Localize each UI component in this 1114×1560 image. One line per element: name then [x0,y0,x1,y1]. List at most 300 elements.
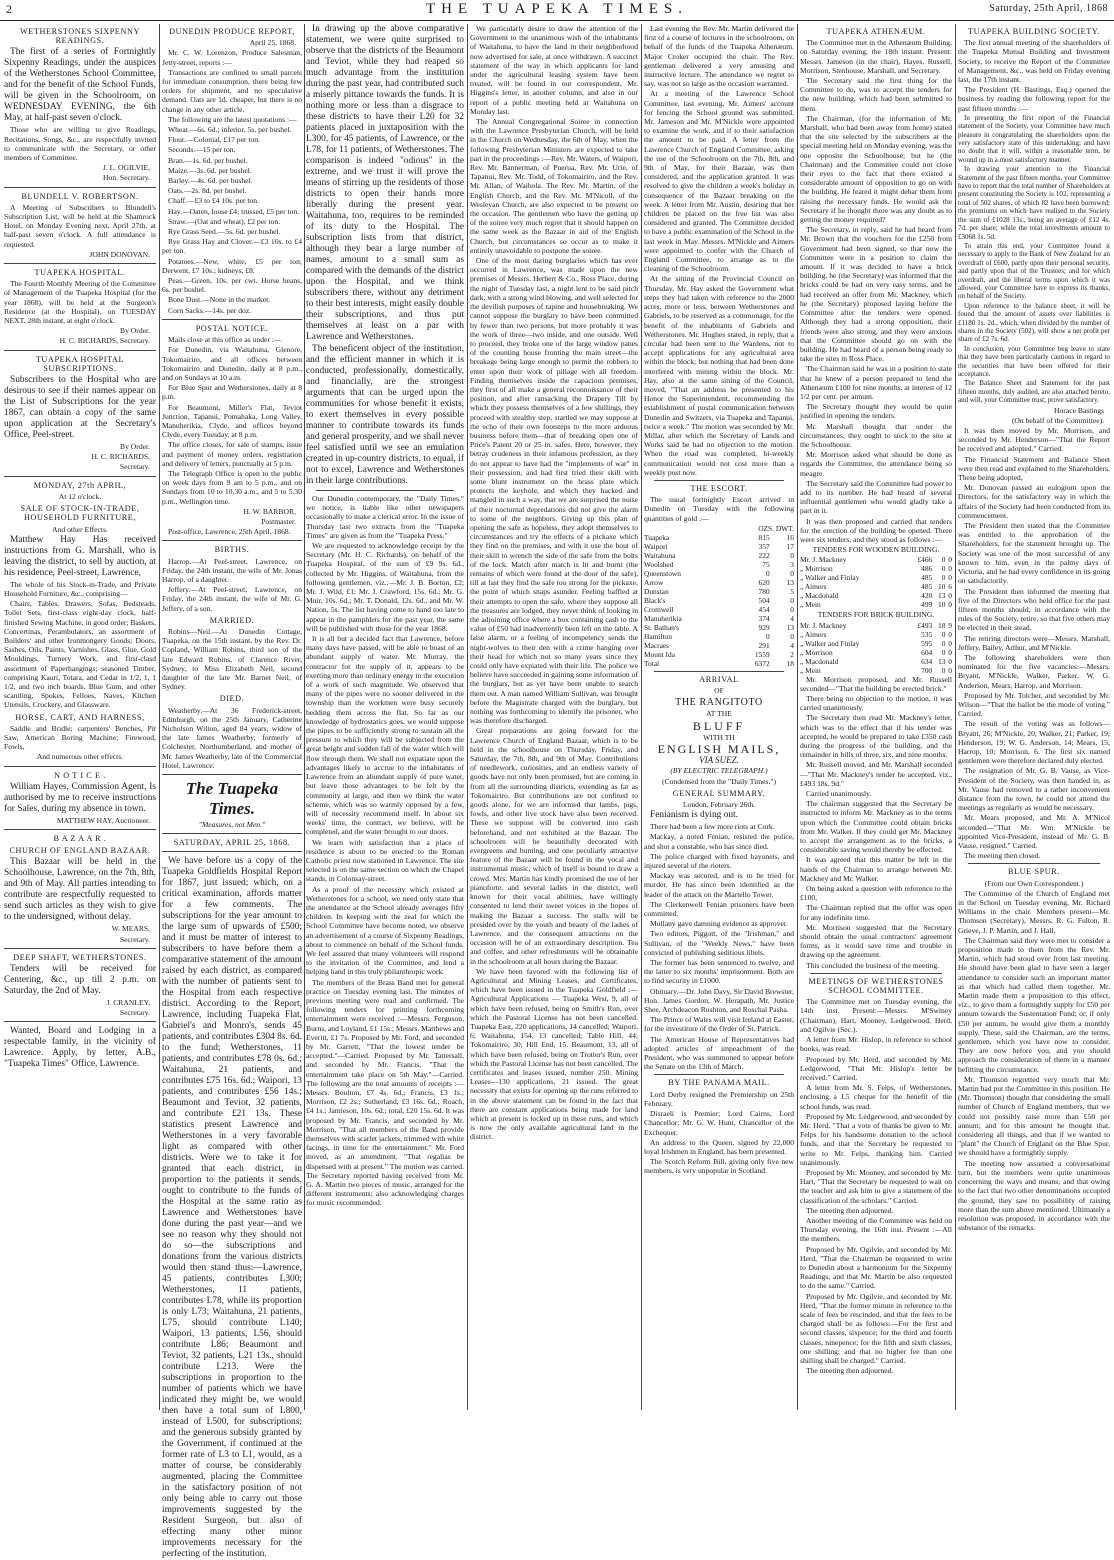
arrival-telegraph: (BY ELECTRIC TELEGRAPH.) [670,766,768,776]
column-2 [162,24,302,1560]
athenaeum-text: The Secretary thought they would be quite justified in opening the tenders. [800,402,952,421]
column-rule [304,24,305,1410]
produce-quote: Flour.—Colonial, £17 per ton. [168,135,260,145]
escort-row-cell: 454 [758,604,770,614]
brick-tender-row-cell: 0 [941,665,946,675]
sale-subheading: And other Effects. [52,524,108,534]
committee-text: Proposed by Mr. Herd, and seconded by Mr. Ledgerwood, "That Mr. Hislop's letter be received." Carried. [800,1054,952,1082]
column-rule [955,24,956,1410]
wooden-tender-row [800,600,952,609]
wooden-tender-row [800,573,952,582]
committee-text: The meeting then adjourned. [806,1366,894,1376]
signature: J. CRANLEY, [106,997,150,1007]
brick-tender-row-cell: 0 [948,665,952,675]
bazaar-text: This Bazaar will be held in the Schoolhouse, Lawrence, on the 7th, 8th, and 9th of May. All parties intending to contribute are respectfully requested to send such articles as they wish to give to the undersigned, without delay. [4,857,156,923]
heading-died: DIED. [219,694,245,704]
escort-row [644,569,794,578]
arrival-of: OF [714,685,724,695]
summary-item: Two editors, Piggott, of the "Irishman," and Sullivan, of the "Weekly News," have been convicted of publishing seditious libels. [644,929,794,957]
wooden-tender-row-cell: 0 [948,555,952,565]
athenaeum-text: The chairman suggested that the Secretary be instructed to inform Mr. Mackney as to the terms upon which the Committee could obtain bricks from Mr. Walker. If they could get Mr. Mackney to accept the arrangement as to the bricks, a considerable saving would thereby be effected. [800,799,952,855]
heading-escort: THE ESCORT. [690,483,748,493]
heading-blue-spur: BLUE SPUR. [1008,867,1060,877]
escort-row-cell: Tuapeka [644,532,670,542]
signature-title: (On behalf of the Committee). [1011,415,1104,425]
society-report: Upon reference to the balance sheet, it will be found that the amount of assets over liabilities is £1180 1s. 2d., which, when divided by the number of shares in the Society (502), will show a net profit per share of £2 7s. 6d. [958,301,1110,344]
wooden-tender-row-cell: 10 [938,582,946,592]
brick-tender-row [800,639,952,648]
sale-text-2: The whole of his Stock-in-Trade, and Private Household Furniture, &c., comprising— [4,579,156,598]
brick-tender-row [800,648,952,657]
brick-tenders-table [800,621,952,675]
editorial-continued: In drawing up the above comparative statement, we were quite surprised to observe that the districts of the Beaumont and Teviot, while they had reaped so much advantage from the institution during the past year, had contributed such a miserly pittance towards the funds. It is nothing more or less than a disgrace to these districts to have their L20 for 32 patients placed in juxtaposition with the L300, for 45 patients, of Lawrence, or the L78, for 11 patients, of Wetherstones. The comparison is indeed "odious" in the extreme, and we trust it will prove the means of stirring up the residents of those districts to open their hands more liberally during the present year. Waitahuna, too, requires to be reminded of its duty to the Hospital. The subscription lists from that district, although they bear a large number of names, amount to a small sum as compared with the demands of the district upon the Hospital, and we think subscribers there, without any detriment to their best interests, might easily double their subscriptions, and thus put themselves at least on a par with Lawrence and Wetherstones. [306,24,464,342]
signature: W. MEARS, [111,924,150,934]
society-text: The meeting then closed. [964,851,1041,861]
athenaeum-text: Mr. Morrison suggested that the Secretary should obtain the usual contractors' agreement forms, as it would save time and trouble in drawing up the agreement. [800,922,952,960]
wooden-tender-row [800,582,952,591]
wooden-tender-row-cell: „ Walker and Finlay [800,573,860,583]
sale-time: At 12 o'clock. [58,491,102,501]
heading-hospital: TUAPEKA HOSPITAL. [34,268,126,278]
athenaeum-text: Mr. Morrison asked what should be done as regards the Committee, the attendance being so meagre. [800,450,952,478]
brick-tender-row-cell: 13 [938,656,946,666]
produce-quote: Wheat.—6s. 6d.; inferior, 5s. per bushel. [168,125,292,135]
wooden-tender-row-cell: 6 [948,582,952,592]
news-item: It is all but a decided fact that Lawrence, before many days have passed, will be able to boast of an abundant supply of water. Mr. Murray, the contractor for the supply of it, appears to be exerting more than ordinary energy in the execution of a work of such magnitude. We observed that many of the pipes were no sooner delivered in the township than the workmen were busy securely bedding them across the flat. So far as our knowledge of hydrostatics goes, we would suppose the pipes to be sufficiently strong to sustain all the pressure to which they will be subjected from the great height and sudden fall of the water which will flow through them. We shall not expatiate upon the advantages likely to accrue to the inhabitants of Lawrence from an abundant supply of pure water, but leave those advantages to be felt by the community at large, and then we think the water scheme, which was so warmly opposed by a few, will of necessity recommend itself. In about six weeks' time, the contract, we believe, will be completed, and the water brought to our doors. [306,634,464,837]
produce-quote: Barley.—4s. 6d. per bushel. [168,176,253,186]
wooden-tender-row-cell: 10 [938,600,946,610]
escort-row-cell: 4 [790,640,794,650]
escort-row-cell: 357 [758,541,770,551]
produce-quote: Potatoes.—New, white, £5 per ton; Derwent, £7 10s.; kidneys, £8. [162,256,302,275]
escort-row-cell: 0 [790,604,794,614]
escort-total-row [644,659,794,668]
society-text: The President (H. Bastings, Esq.) opened the business by reading the following report for the past fifteen months :— [958,85,1110,113]
escort-row-cell: 0 [790,595,794,605]
heading-sale: SALE OF STOCK-IN-TRADE, HOUSEHOLD FURNITURE, [20,504,140,523]
athenaeum-text: The Chairman, (for the information of Mr. Marshall, who had been away from home) stated that the site selected by the subscribers at the special meeting held on Monday evening, was the one opposite the Schoolhouse; but he (the Chairman) and the Committee could not close their eyes to the fact that there existed a considerable amount of opposition to go on with the building. He feared it might debar them from raising the necessary funds. He would ask the Secretary if he thought there was any doubt as to getting the money required? [800,113,952,225]
arrival-english-mails: ENGLISH MAILS, [657,741,781,756]
subscriptions-notice: Subscribers to the Hospital who are desirous to see if their names appear on the List of Subscriptions for the year 1867, can obtain a copy of the same upon application at the Secretary's Office, Peel-street. [4,375,156,441]
blue-spur-text: The Chairman said they were met to consider a proposition made to them from the Rev. Mr. Martin, which had stood over from last meeting. He should have been glad to have seen a larger attendance to consider such an important matter as that which had called them together. Mr. Martin made them a proposition to this effect, viz., to give them a fortnightly supply for £50 per annum towards the Sustentation Fund; or, if only £50 per annum, he would give them a monthly supply. These, said the Chairman, are the terms, gentlemen, which you have now to consider. They are now before you, and you should approach the consideration of them in a manner befitting the circumstance. [958,935,1110,1074]
escort-total-label: Total [644,658,660,668]
news-item: As a proof of the necessity which existed at Wetherstones for a school, we need only state that the attendance at the School already averages fifty children. In keeping with the zeal for which the School Committee have become noted, we observe an advertisement of a course of Sixpenny Readings, about to commence on behalf of the School funds. We feel assured that many volunteers will respond to the invitation of the Committee, and lend a helping hand in this truly philanthropic work. [306,884,464,977]
heading-postal-notice: POSTAL NOTICE. [195,323,269,333]
news-item: Last evening the Rev. Mr. Martin delivered the first of a course of lectures in the schoolroom, on behalf of the funds of the Tuapeka Athenæum. Major Croker occupied the chair. The Rev. gentleman delivered a very amusing and instructive lecture. The attendance we regret to say, was not so large as the occasion warranted. [644,24,794,89]
brick-tender-row-cell: 604 [921,647,933,657]
sale-more: And numerous other effects. [36,752,124,762]
wooden-tenders-table [800,555,952,609]
hospital-notice: The Fourth Monthly Meeting of the Committee of Management of the Tuapeka Hospital (for the year 1868), will be held at the Surgeon's Residence (at the Hospital), on TUESDAY NEXT, 28th instant, at eight o'clock. [4,279,156,326]
summary-item: Mackay, a noted Fenian, resisted the police, and shot a constable, who has since died. [644,832,794,851]
escort-table [644,524,794,668]
wooden-tender-row [800,591,952,600]
society-report: The Balance Sheet and Statement for the past fifteen months, duly audited, are also attached hereto, and will, your Committee trust, prove satisfactory. [958,379,1110,405]
escort-row-cell: 5 [790,586,794,596]
produce-date: April 25, 1868. [249,38,296,48]
escort-row-cell: 13 [786,622,794,632]
heading-hospital-subscriptions: TUAPEKA HOSPITAL SUBSCRIPTIONS. [35,354,125,373]
wooden-tender-row-cell: 0 [941,555,946,565]
society-text: The following shareholders were then nominated for the five vacancies:—Messrs. Bryant, M'Nickle, Walker, Parker, W. G. Anderson, Mears, Harrop, and Morrison. [958,652,1110,690]
postal-text-2: For Dunedin, via Waitahuna, Glenore, Tokomairiro, and all offices between Tokomairiro and Dunedin, daily at 8 p.m., and on Sundays at 10 a.m. [162,345,302,382]
panama-item: The Scotch Reform Bill, giving only five new members, is very unpopular in Scotland. [644,1157,794,1176]
athenaeum-text: The Secretary said the Committee had power to add to its number. He had heard of several influential gentlemen who would gladly take a part in it. [800,478,952,516]
society-text: The President then stated that the Committee was entitled to the approbation of the Shareholders, for the statement brought up. The Society was one of the most successful of any known to him, even in the palmy days of Victoria, and he had every confidence in its going on satisfactorily. [958,521,1110,586]
produce-quote: Chaff.—£3 to £4 10s. per ton. [168,196,259,206]
signature-title: Postmaster. [261,516,296,526]
committee-text: A letter from Mr. S. Felps, of Wetherstones, enclosing a L5 cheque for the benefit of the school funds, was read. [800,1083,952,1111]
postal-text-5: The office closes, for sale of stamps, issue and payment of money orders, registration and delivery of letters, punctually at 5 p.m. [162,440,302,468]
wooden-tender-row-cell: „ Morrison [800,564,833,574]
column-4 [470,24,638,1410]
escort-row [644,560,794,569]
birth-notice: Harrop.—At Peel-street, Lawrence, on Friday, the 24th instant, the wife of Mr. Jonas Harrop, of a daughter. [162,556,302,584]
committee-text: A letter from Mr. Hislop, in reference to school books, was read. [800,1035,952,1054]
escort-row-cell: 4 [790,613,794,623]
dateline: SATURDAY, APRIL 25, 1868. [173,838,291,848]
column-rule [641,24,642,1410]
news-item: Great preparations are going forward for the Lawrence Church of England Bazaar, which is to be held in the schoolhouse on Thursday, Friday, and Saturday, the 7th, 8th, and 9th of May. Contributions of needlework, curiosities, and an endless variety of goods have not only been promised, but are coming in from all the surrounding districts, extending as far as Tokomairiro. But contributions are not confined to goods alone, for we are informed that lambs, pigs, fowls, and other live stock have also been received. These we suppose will be converted into cash beforehand, and not exhibited at the Bazaar. The schoolroom will be beautifully decorated with evergreens and bunting, and one peculiarly attractive feature of the Bazaar will be found in the vocal and instrumental music, which of itself is bound to draw a crowd. Mrs. Martin has kindly promised the use of her pianoforte, and several ladies in the district, well known for their vocal abilities, have willingly consented to lend their sweet voices in the hopes of making the Bazaar a success. The stalls will be presided over by the youth and beauty of the ladies of Lawrence, and the consequent attractions on the occasion will be of an extraordinary description. Tea and coffee, and other refreshments will be obtainable in the schoolroom at all hours during the Bazaar. [470,726,638,966]
wooden-tender-row-cell: 0 [948,591,952,601]
brick-tender-row [800,630,952,639]
heading-building-society: TUAPEKA BUILDING SOCIETY. [968,27,1100,36]
postal-text-3: For Blue Spur and Wetherstones, daily at 8 p.m. [162,383,302,402]
escort-row [644,542,794,551]
column-5 [644,24,794,1410]
heading-blundell: BLUNDELL V. ROBERTSON. [21,191,139,201]
escort-row-cell: Queenstown [644,568,681,578]
society-report: In presenting the first report of the Financial statement of the Society, your Committee have much pleasure in congratulating the shareholders upon the very satisfactory state of this undertaking; and have no doubt that it will, within a reasonable term, be wound up in a most satisfactory manner. [958,113,1110,164]
brick-tender-row-cell: 0 [948,647,952,657]
wooden-tender-row-cell: „ Macdonald [800,591,839,601]
escort-row-cell: 2 [790,649,794,659]
escort-table-header: OZS. DWT. [758,523,794,533]
issue-date: Saturday, 25th April, 1868 [989,3,1108,14]
athenaeum-text: Mr. Marshall thought that under the circumstances, they ought to stick to the site at the Schoolhouse. [800,421,952,449]
escort-row-cell: 75 [762,559,770,569]
society-text: Mr. Mears proposed, and Mr. A. M'Nicol seconded—"That Mr. Wm. M'Nickle be appointed Vice-President, instead of Mr. G. B. Vause, resigned." Carried. [958,813,1110,850]
escort-row-cell: Mount Ida [644,649,675,659]
escort-row-cell: 0 [790,568,794,578]
heading-sixpenny-readings: WETHERSTONES SIXPENNY READINGS. [19,27,141,46]
news-item: We are requested to acknowledge receipt by the Secretary (Mr. H. C. Richards), on behalf of the Tuapeka Hospital, of the sum of £9 9s. 6d., collected by Mr. Higgins, of Waitahuna, from the following gentlemen, viz.:—Mr. J. B. Borton, £2; Mr. J. Wild, £1; Mr. J. Crawford, 15s. 6d.; Mr. G. Muir, 10s. 6d.; Mr. T. Donald, 12s. 6d., and Mr. W. Nation, 5s. The list having come to hand too late to appear in the pamphlets for the past year, the same will be published with those for the year 1868. [306,541,464,633]
athenaeum-text: There being no objection to the motion, it was carried unanimously. [800,693,952,713]
brick-tender-row-cell: „ Morrison [800,647,833,657]
page-number: 2 [6,2,12,16]
column-7 [958,24,1110,1410]
committee-text: Proposed by Mr. Mooney, and seconded by Mr. Hart, "That the Secretary be requested to wait on the teacher and ask him to give a statement of the classification of the scholars." Carried. [800,1167,952,1205]
brick-tender-row-cell: „ Macdonald [800,656,839,666]
birth-notice-2: Jeffery.—At Peel-street, Lawrence, on Friday, the 24th instant, the wife of Mr. G. Jeffery, of a son. [162,585,302,613]
escort-row-cell: Dunstan [644,586,669,596]
produce-text-2: The following are the latest quotations :— [168,114,297,124]
brick-tender-row [800,621,952,630]
escort-row-cell: 16 [786,532,794,542]
escort-row-cell: 0 [790,631,794,641]
column-3 [306,24,464,1410]
arrival-condensed: (Condensed from the "Daily Times.") [662,776,776,786]
produce-quote: Rye Grass Hay and Clover.—£3 10s. to £4 per ton. [162,237,302,256]
column-rule [467,24,468,1410]
athenaeum-text: This concluded the business of the meeting. [806,960,940,970]
produce-quote: Hay.—Oaten, loose £4; trussed, £5 per ton. [168,206,300,216]
society-text: It was then moved by Mr. Morrison, and seconded by Mr. Henderson—"That the Report be received and adopted." Carried. [958,426,1110,454]
escort-text: The usual fortnightly Escort arrived in Dunedin on Tuesday with the following quantities of gold :— [644,495,794,523]
sale-items: Chairs, Tables, Drawers, Sofas, Bedsteads, Toilet Sets, first-class eight-day clock, half-finished Sewing Machine, in good order; Baskets, Concertinas, Perambulators, an assortment of Builders' and other Ironmongery Goods; Doors, Sashes, Oils, Paints, Varnishes, Glass, Glue, Gold Mouldings, Turnery Work, and first-clasd assortment of Paperhangings; seasoned Timber, comprising Kauri, Totara, and Cedar in 1/2, 1, 1 1/2, and two inch boards, Blue Gum, and other scantling, Spokes, Felloes, Naves, Kitchen Utensils, Crockery, and Glassware. [4,599,156,710]
brick-tender-row-cell: 0 [948,656,952,666]
brick-tender-row [800,666,952,675]
postal-date: Post-office, Lawrence, 25th April, 1868. [168,527,291,537]
committee-text: The Committee met on Tuesday evening, the 14th inst. Present:—Messrs. M'Swiney (Chairman), Hart, Mooney, Ledgerwood, Herd, and Ogilvie (Sec.). [800,997,952,1034]
produce-quote: Oats.—2s. 8d. per bushel. [168,186,247,196]
society-text: The Financial Statement and Balance Sheet were then read and explained to the Shareholders. These being adopted, [958,454,1110,483]
heading-notice: N O T I C E . [54,770,106,780]
escort-row [644,533,794,542]
sixpenny-notice-2: Those who are willing to give Readings, Recitations, Songs, &c., are respectfully invited to communicate with the Secretary, or other members of Committee. [4,125,156,163]
arrival-ship: THE RANGITOTO [675,697,763,709]
brick-tender-row-cell: „ Walker and Finlay [800,638,860,648]
society-text: The first annual meeting of the shareholders of the Tuapeka Mutual Building and Investment Society, to receive the Report of the Committee of Management, &c., was held on Friday evening last, the 17th instant. [958,38,1110,85]
editorial-conclusion: The beneficent object of the institution, and the efficient manner in which it is conducted, professionally, domestically, and financially, are the strongest arguments that can be urged upon the communities for whose benefit it exists, to exert themselves in every possible manner to contribute towards its funds and general prosperity, and we shall never feel satisfied until we see an emulation created in up-country districts, to equal, if not to excel, Lawrence and Wetherstones in their large contributions. [306,344,464,486]
committee-text: The meeting then adjourned. [806,1205,894,1215]
panama-item: An address to the Queen, signed by 22,000 loyal Irishmen in England, has been presented. [644,1137,794,1156]
society-text: The resignation of Mr. G. B. Vause, as Vice-President of the Society, was then handed in, as Mr. Vause had removed to a rather inconvenient distance from the town, he could not attend the meetings as regularly as would be necessary. [958,766,1110,813]
news-item: We have been favored with the following list of Agricultural and Mining Leases, and Certificates, which have been issued in the Tuapeka Goldfield :—Agricultural Applications — Tuapeka West, 9, all of which have been refused, being on Smith's Run, over which the Pastoral License has not been cancelled. Tuapeka East, 220 applications, 14 cancelled; Waipori, 6; Waitahuna, 154, 13 cancelled; Table Hill, 44; Tokomairiro, 30; Hill End, 15. Beaumont, 13, all of which have been refused, being on Trotter's Run, over which the Pastoral License has not been cancelled. The certificates and leases issued, number 250. Mining Leases—130 applications, 21 issued. The great necessity that exists for opening up the runs referred to in the above statement can be found in the fact that there are constant applications being made for land which at present is locked up in these runs, and which is now the only available agricultural land in the district. [470,966,638,1142]
news-item: At the sitting of the Provincial Council on Thursday, Mr. Hay asked the Government what steps they had taken with reference to the 2000 acres, more or less, between Wetherstones and Gabriels, to be reserved as a commonage, for the benefit of the inhabitants of Gabriels and Wetherstones. Mr. Hughes stated, in reply, that a circular had been sent to the Wardens, not to accept applications for any agricultural area within the block; but nothing that had been done interfered with mining within the block. Mr. Hay, also at the same sitting of the Council, moved, "That an address be presented to his Honor the Superintendent, recommending the establishment of postal communication between Dunedin and Switzers, via Tuapeka and Tapanui, twice a week." The motion was seconded by Mr. Millar, after which the Secretary of Lands and Works said he had no objection to the motion. When the road was completed, bi-weekly communication would not cost more than a weekly post now. [644,274,794,477]
summary-item: The Clerkenwell Fenian prisoners have been committed. [644,899,794,919]
brick-tender-row-cell: 18 [938,620,946,630]
heading-athenaeum: TUAPEKA ATHENÆUM. [826,27,926,36]
summary-item: The American House of Representatives had adopted articles of impeachment of the President, who was summoned to appear before the Senate on the 13th of March. [644,1034,794,1072]
page-header [0,0,1114,21]
heading-general-summary: GENERAL SUMMARY. [672,788,766,798]
wooden-tender-row-cell: 13 [938,591,946,601]
blue-spur-text: The Committee of the Church of England met in the School on Tuesday evening, Mr. Richard Williams in the chair. Members present—Mr. Thomson (Secretary), Messrs. R. G. Fulton, R. Grieve, J. P. Martin, and J. Hall. [958,888,1110,935]
athenaeum-text: It was then proposed and carried that tenders for the erection of the building be opened. There were six tenders, and they stood as follows :— [800,516,952,544]
produce-quote: Rye Grass Seed.—5s. 6d. per bushel. [168,227,281,237]
panama-item: Disraeli is Premier; Lord Cairns, Lord Chancellor; Mr. G. W. Hunt, Chancellor of the Exchequer. [644,1109,794,1137]
signature-title: H. C. RICHARDS, Secretary. [59,336,150,346]
wooden-tender-row-cell: Mr. J. Mackney [800,555,847,565]
athenaeum-text: The Committee met in the Athenæum Building, on Saturday evening, the 18th instant. Present: Messrs. Jameson (in the chair), Hayes, Russell, Morrison, Stenhouse, Marshall, and Secretary. [800,38,952,75]
summary-items [644,822,794,1071]
society-report: In drawing your attention to the Financial Statement of the past fifteen months, your Committee have to report that the total number of Shareholders at present constituting the Society is 102, representing a total of 502 shares, of which 82 have been borrowed; the premiums on which have realised to the Society the sum of £1028 13s., being an average of £12 4s. 7d. per share; while the total investments amount to £3068 1s. 5d. [958,165,1110,241]
escort-row-cell: 374 [758,613,770,623]
society-text: Mr. Donovan passed an eulogium upon the Directors, for the satisfactory way in which the affairs of the Society had been conducted from its commencement. [958,483,1110,520]
escort-row [644,605,794,614]
escort-row [644,596,794,605]
escort-row-cell: Waitahuna [644,550,676,560]
news-item: Our Dunedin contemporary, the "Daily Times," we notice, is liable like other newspapers occasionally to make a clerical error. In the issue of Thursday last two extracts from the "Tuapeka Times" are given as from the "Tuapeka Press." [306,494,464,540]
brick-tender-row-cell: „ Aimers [800,629,827,639]
wooden-tender-row-cell: 0 [941,564,946,574]
escort-row-cell: 929 [758,622,770,632]
brick-tender-row-cell: £493 [917,620,933,630]
athenaeum-text: It was agreed that this matter be left in the hands of the Chairman to arrange between Mr. Mackney and Mr. Walker. [800,855,952,883]
arrival-at: AT THE [706,709,732,719]
summary-item: Mackay was secured, and is to be tried for murder. He has since been identified as the leader of the attack on the Martello Tower. [644,871,794,899]
brick-tender-row-cell: 595 [921,638,933,648]
brick-tender-row [800,657,952,666]
committee-text: Proposed by Mr. Ogilvie, and seconded by Mr. Herd, "That the Chairman be requested to write to Dunedin about a harmonium for the Sixpenny Readings, and that Mr. Martin be also requested to do the same." Carried. [800,1244,952,1291]
escort-row [644,578,794,587]
signature-title: Secretary. [119,934,150,944]
newspaper-title: THE TUAPEKA TIMES. [425,1,689,17]
escort-row [644,623,794,632]
signature: H. C. RICHARDS, [91,452,150,462]
signature: JOHN DONOVAN. [89,249,150,259]
athenaeum-text: The Secretary then read Mr. Mackney's letter, which was to the effect that if his tender was accepted, he would be prepared to take £350 cash during the progress of the building, and the remainder in bills of three, six, and nine months. [800,713,952,760]
escort-row-cell: 0 [765,568,770,578]
blue-spur-text: The meeting now assumed a conversational turn, but the members were quite unanimous concerning the ways and means; and that owing to the fact that two other denominations occupied the ground, they saw no possibility of raising more than the sum above mentioned. Ultimately a resolution was proposed, in accordance with the substance of the remarks. [958,1158,1110,1233]
escort-row-cell: 17 [786,541,794,551]
society-report: In conclusion, your Committee beg leave to state that they have been particularly cautious in regard to the securities that have been offered for their acceptance. [958,344,1110,379]
escort-row-cell: St. Bathan's [644,622,680,632]
signature: H. W. BARBOR, [243,506,296,516]
news-item: The Annual Congregational Soiree in connection with the Lawrence Presbyterian Church, will be held in the Church on Wednesday, the 6th of May, when the following Presbyterian Ministers are expected to take part in the proceedings :—Rev. Mr. Waters, of Waipori, Rev. Mr. Bannerman, of Puerua, Rev. Mr. Urie, of Tapanui, Rev. Mr. Todd, of Tokomairiro, and the Rev. Mr. Allan, of Waihola. The Rev. Mr. Martin, of the English Church, and the Rev. Mr. M'Nicoll, of the Wesleyan Church, are also expected to be present on the occasion. The gentlemen who have the getting up of the soiree very much regret that it should happen on the same week as the Bazaar in aid of the English Church, but circumstances so occur as to make it entirely unavoidable to postpone the soiree. [470,117,638,255]
wooden-tender-row-cell: 486 [921,564,933,574]
column-rule [159,24,160,1410]
escort-row-cell: Waipori [644,541,668,551]
brick-tender-row-cell: Mr. J. Mackney [800,620,847,630]
news-item: We particularly desire to draw the attention of the Government to the unanimous wish of the inhabitants of Waitahuna, to have the land in their neighborhood now advertised for sale, at once withdrawn. A succinct statement of the way in which applicants for land under the agricultural leasing system have been treated, will be found in our correspondent, Mr. Higgins's letter, in another column, and also in our report of a public meeting held at Waitahuna on Monday last. [470,24,638,116]
athenaeum-text: The Chairman replied that the offer was open for any indefinite time. [800,903,952,922]
brick-tender-row-cell: 9 [948,620,952,630]
brick-tender-row-cell: 0 [941,647,946,657]
escort-row-cell: 815 [758,532,770,542]
brick-tender-row-cell: 634 [921,656,933,666]
society-text: The President then informed the meeting that five of the Directors who held office for the past fifteen months should, in accordance with the rules of the Society, retire, so that five others may be elected in their stead. [958,586,1110,633]
correspondent: (From our Own Correspondent.) [984,878,1084,888]
committee-text: Proposed by Mr. Ogilvie, and seconded by Mr. Herd, "That the former minute in reference to the scale of fees be rescinded, and that the fees to be charged shall be as follows:—For the first and second classes, sixpence; for the third and fourth classes, ninepence; for the fifth and sixth classes, one shilling; and that no higher fee than one shilling shall be charged." Carried. [800,1291,952,1365]
arrival-bluff: BLUFF [692,718,746,733]
heading-wooden-tenders: TENDERS FOR WOODEN BUILDING. [812,545,940,555]
wooden-tender-row-cell: 485 [921,582,933,592]
escort-row [644,614,794,623]
athenaeum-text: Carried unanimously. [806,789,872,799]
arrival-via-suez: VIA SUEZ. [699,755,739,766]
brick-tender-row-cell: 0 [948,629,952,639]
escort-row-cell: Black's [644,595,666,605]
arrival-with: WITH TH [703,732,735,742]
wanted-text: Wanted, Board and Lodging in a respectable family, in the vicinity of Lawrence. Apply, by letter, A.B., "Tuapeka Times" Office, Lawrence. [4,1026,156,1070]
society-report: To attain this end, your Committee found it necessary to apply to the Bank of New Zealand for an overdraft of £600, partly upon their personal security, and partly upon that of the Trustees; and for which overdraft, and the liberal terms upon which it was allowed, your Committee have to express its thanks, on behalf of the Society. [958,241,1110,301]
sale-text: Matthew Hay Has received instructions from G. Marshall, who is leaving the district, to sell by auction, at his residence, Peel-street, Lawrence, [4,534,156,578]
escort-row-cell: 780 [758,586,770,596]
produce-quote: Straw.—(Oat and wheat), £2 per ton. [168,216,281,226]
wooden-tender-row-cell: 0 [948,564,952,574]
wooden-tender-row-cell: £466 [917,555,933,565]
heading-deep-shaft: DEEP SHAFT, WETHERSTONES. [13,952,147,962]
column-6 [800,24,952,1410]
marriage-notice: Robins—Neil.—At Dunedin Cottage, Tuapeka, on the 15th instant, by the Rev. Dr. Copland, William Robins, third son of the late Edward Robins, of Clarence River, Sydney, to Miss Elizabeth Neil, second daughter of the late Mr. Barnet Neil, of Sydney. [162,626,302,692]
signature: By Order. [120,442,150,452]
escort-row [644,641,794,650]
escort-row-cell: Hamilton [644,631,672,641]
column-1 [4,24,156,1410]
postal-text: Mails close at this office as under :— [168,335,282,345]
wooden-tender-row-cell: 420 [921,591,933,601]
escort-row-cell: 222 [758,550,770,560]
brick-tender-row-cell: 0 [941,638,946,648]
notice-text: William Hayes, Commission Agent, Is authorised by me to receive instructions for Sales, during my absence in town. [4,781,156,814]
masthead: The Tuapeka Times. [185,779,279,819]
blue-spur-text: Mr. Thomson regretted very much that Mr. Martin had put the Committee in this position. He (Mr. Thomson) thought that considering the small number of Church of England members, that we could not possibly raise more than £50 per annum; and for this amount he thought that, considering all things, and that if we wanted to "plant" the Church of England on the Blue Spur, we should have a fortnightly supply. [958,1074,1110,1158]
wooden-tender-row [800,564,952,573]
escort-row-cell: 0 [765,631,770,641]
brick-tender-row-cell: 700 [921,665,933,675]
heading-panama-mail: BY THE PANAMA MAIL. [668,1078,770,1088]
heading-church-bazaar: CHURCH OF ENGLAND BAZAAR. [9,846,151,856]
heading-bazaar: B A Z A A R . [53,833,107,843]
escort-row-cell: 13 [786,577,794,587]
heading-school-committee: MEETINGS OF WETHERSTONES SCHOOL COMMITTEE. [808,976,944,996]
escort-row-cell: 291 [758,640,770,650]
society-text: The retiring directors were—Messrs. Marshall, Jeffery, Bailey, Arthur, and M'Nickle. [958,633,1110,652]
produce-quotations [162,125,302,315]
summary-item: The police charged with fixed bayonets, and injured several of the rioters. [644,851,794,871]
produce-quote: Seconds.—15 per ton. [168,145,236,155]
wooden-tender-row-cell: 0 [948,573,952,583]
escort-total-dwt: 18 [786,658,794,668]
blundell-notice: A Meeting of Subscribers to Blundell's Subscription List, will be held at the Shamrock Hotel, on Monday Evening next, April 27th, at half-past seven o'clock. A full attendance is requested. [4,202,156,249]
wooden-tender-row [800,555,952,564]
escort-row-cell: Cromwell [644,604,674,614]
wooden-tender-row-cell: 0 [941,573,946,583]
escort-row-cell: 3 [790,559,794,569]
summary-item: The Prince of Wales will visit Ireland at Easter, for the investiture of the Order of St. Patrick. [644,1015,794,1034]
death-notice: Weatherby.—At 36 Frederick-street, Edinburgh, on the 25th January, Catherine Nicholson Wilton, aged 84 years, widow of the late James Weatherby, formerly of Colchester, Northumberland, and mother of Mr. James Weatherby, late of the Commercial Hotel, Lawrence. [162,705,302,770]
signature-title: Hon. Secretary. [103,173,150,183]
escort-row-cell: Macraes [644,640,670,650]
escort-row [644,650,794,659]
news-item: We learn with satisfaction that a place of residence is about to be erected to the Roman Catholic priest now stationed in Lawrence. The site selected is on the same section on which the Chapel stands, in Colonsay-street. [306,837,464,884]
produce-intro: Mr. C. W. Lorenzon, Produce Salesman, Jetty-street, reports :— [162,48,302,67]
escort-row-cell: 1559 [754,649,770,659]
escort-row-cell: 620 [758,577,770,587]
committee-text: Proposed by Mr. Ledgerwood, and seconded by Mr. Herd, "That a vote of thanks be given to Mr. Felps for his handsome donation to the school funds, and that the Secretary be requested to write to Mr. Felps, thanking him. Carried unanimously. [800,1111,952,1167]
signature-title: Secretary. [119,1008,150,1018]
athenaeum-text: The Secretary, in reply, said he had heard from Mr. Brown that the vouchers for the £250 from Government had been signed, so that now the Committee were in a position to claim the amount. If it was decided to have a brick building, he (the Secretary) was informed that the bricks could be had on very easy terms, and he had received an offer from Mr. Mackney, which he (the Secretary) proposed laying before the Committee after the tenders were opened. Although they had a strong opposition, their friends were also strong, and they were anxious that the Committee should go on with the building. He had heard of a person being ready to take the sites in Ross Place. [800,225,952,364]
summary-item: Obituary.—Dr. John Davy, Sir David Brewster, Hon. James Gordon, W. Herapath, Mr. Justice Shee, Archdeacon Rushton, and Roschal Pasha. [644,986,794,1015]
produce-quote: Bran.—1s. 6d. per bushel. [168,155,248,165]
signature-title: Secretary. [119,462,150,472]
brick-tender-row-cell: „ Mein [800,665,821,675]
produce-quote: Peas.—Green, 10s. per cwt. Horse beans, 6s. per bushel. [162,276,302,295]
sale-date: MONDAY, 27th APRIL, [33,480,127,490]
deep-shaft-text: Tenders will be received for Centering, &c., up till 2 p.m. on Saturday, the 2nd of May. [4,963,156,996]
escort-row [644,632,794,641]
wooden-tender-row-cell: „ Mein [800,600,821,610]
panama-item: Lord Derby resigned the Premiership on 25th February. [644,1089,794,1108]
escort-total-ozs: 6372 [754,658,770,668]
heading-married: MARRIED. [209,615,255,625]
column-rule [797,24,798,1410]
summary-item: Mullany gave damning evidence as approver. [650,919,788,929]
motto: "Measures, not Men." [198,820,266,830]
summary-item: Fenianism is dying out. [650,810,739,821]
escort-row-cell: Arrow [644,577,664,587]
news-item: One of the most daring burglaries which has ever occurred in Lawrence, was made upon the new premises of Messrs. Herbert & Co., Ross Place, during the night of Tuesday last, a night lent to be said pitch dark, with a strong wind blowing, and well selected for the devilish purposes of rapine and housebreaking. We cannot suppose the burglary to have been committed by fewer than two persons, but more probably it was the work of three—two inside, and one outside. Well to proceed, they broke one of the large window panes of the counting house fronting the main street—the breakage being large enough to permit the robbers to enter upon their work of pillage with all freedom. Finding themselves inside the capacious premises, they first of all make a general reconnoissance of their position, and after ransacking the Drapery Till by which they possess themselves of a few shillings, they proceed with stealthy step, startled we may suppose at the echo of their own footsteps to the more arduous business before them—that of breaking open one of Price's Patent 20 or 25 in. safes. Here, however, they betray crudeness in their infamous profession, as they do not appear to have had the "implements of war" in their possession, and had first tried their skill with some blunt instrument on the brass plate which protects the keyhole, and which they hacked and mangled in such a way, that we are surprised the noise of their nocturnal depredations did not give the alarm to some of the neighbors. Giving up this plan of opening the safe as hopeless, they adopt themselves to circumstances and try the effects of a pickaxe which they find on the premises, and with it use the bout of their skill to wrench the side of the safe from the bolts of the lock. Match after match is lit and burnt (the remains of which were found at the door of the safe), till at last they find the safe too strong for the pickaxe, the point of which snaps asunder. Feeling baffled at their attempts to open the safe, where they suppose all the treasures are lodged, they never think of looking in the adjoining office where a box containing cash to the value of £50 had inadvertently been left on the table. A false alarm, or a feeling of incompetency sends the night-wolves to their den with a crime hanging over their head for which not so many years since they could only have expiated with their life. The police we believe have succeeded in gaining some information of the burglars, but as yet have been unable to search them out. A man named William Sullivan, was brought before the Magistrate charged with the burglary, but nothing was forthcoming to identify the prisoner, who was therefore discharged. [470,256,638,726]
summary-item: The former has been sentenced to twelve, and the latter to six months' imprisonment. Both are to find security in £1000. [644,958,794,986]
signature: MATTHEW HAY, Auctioneer. [56,815,150,825]
society-text: Proposed by Mr. Tolcher, and seconded by Mr. Wilson—"That the ballot be the mode of voting." Carried. [958,690,1110,719]
escort-row [644,587,794,596]
sixpenny-notice: The first of a series of Fortnightly Sixpenny Readings, under the auspices of the Wetherstones School Committee, and for the benefit of the School Funds, will be given in the Schoolroom, on WEDNESDAY EVENING, the 6th May, at half-past seven o'clock. [4,47,156,124]
brick-tender-row-cell: 0 [941,629,946,639]
escort-row-cell: 504 [758,595,770,605]
